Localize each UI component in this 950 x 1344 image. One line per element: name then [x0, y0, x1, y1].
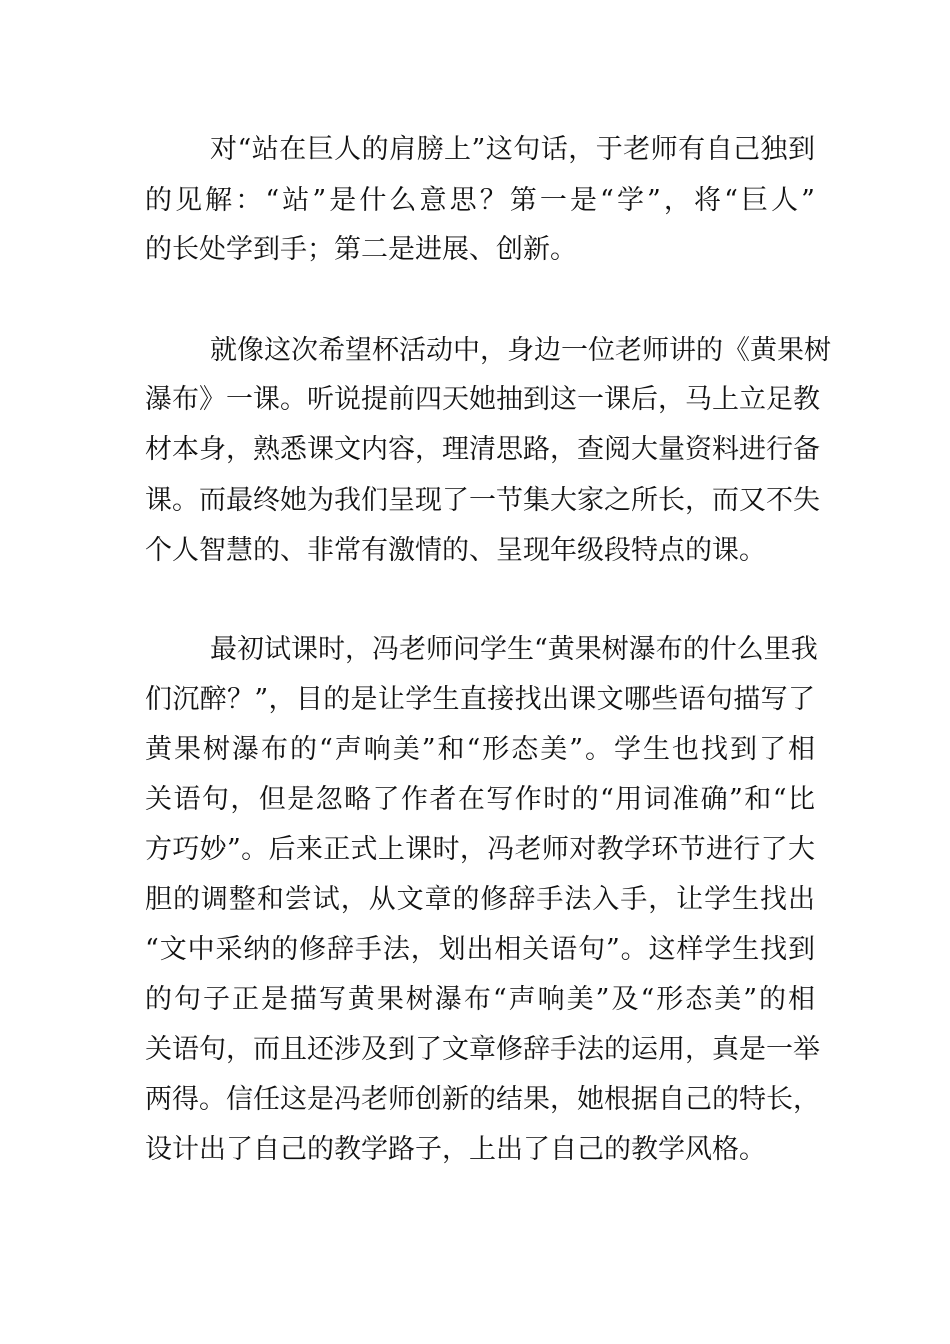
- paragraph-3-line-11: 设计出了自己的教学路子，上出了自己的教学风格。: [145, 1134, 766, 1165]
- paragraph-3-line-5: 方巧妙”。后来正式上课时，冯老师对教学环节进行了大: [145, 834, 815, 865]
- paragraph-3-line-7: “文中采纳的修辞手法，划出相关语句”。这样学生找到: [145, 934, 815, 965]
- paragraph-3-line-10: 两得。信任这是冯老师创新的结果，她根据自己的特长，: [145, 1084, 820, 1115]
- paragraph-2-line-1: 就像这次希望杯活动中，身边一位老师讲的《黄果树: [210, 335, 831, 366]
- paragraph-2-line-4: 课。而最终她为我们呈现了一节集大家之所长，而又不失: [145, 485, 820, 516]
- paragraph-3-line-2: 们沉醉？”，目的是让学生直接找出课文哪些语句描写了: [145, 684, 815, 715]
- paragraph-2-line-3: 材本身，熟悉课文内容，理清思路，查阅大量资料进行备: [145, 434, 820, 465]
- paragraph-3-line-6: 胆的调整和尝试，从文章的修辞手法入手，让学生找出: [145, 884, 815, 915]
- paragraph-1-line-2: 的见解：“站”是什么意思？第一是“学”，将“巨人”: [145, 185, 815, 216]
- paragraph-1-line-1: 对“站在巨人的肩膀上”这句话，于老师有自己独到: [210, 134, 815, 165]
- paragraph-3-line-4: 关语句，但是忽略了作者在写作时的“用词准确”和“比: [145, 784, 815, 815]
- paragraph-2-line-5: 个人智慧的、非常有激情的、呈现年级段特点的课。: [145, 535, 766, 566]
- paragraph-3-line-1: 最初试课时，冯老师问学生“黄果树瀑布的什么里我: [210, 634, 818, 665]
- paragraph-1-line-3: 的长处学到手；第二是进展、创新。: [145, 234, 577, 265]
- paragraph-3-line-8: 的句子正是描写黄果树瀑布“声响美”及“形态美”的相: [145, 984, 815, 1015]
- paragraph-3-line-3: 黄果树瀑布的“声响美”和“形态美”。学生也找到了相: [145, 734, 815, 765]
- paragraph-3-line-9: 关语句，而且还涉及到了文章修辞手法的运用，真是一举: [145, 1034, 820, 1065]
- paragraph-2-line-2: 瀑布》一课。听说提前四天她抽到这一课后，马上立足教: [145, 384, 820, 415]
